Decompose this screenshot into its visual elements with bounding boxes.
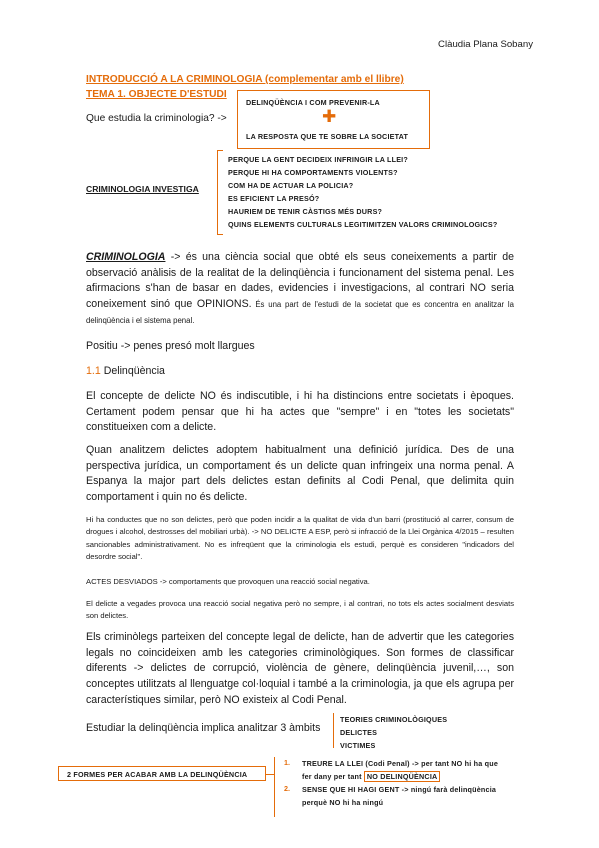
paragraph-6: Els criminòlegs parteixen del concepte legal de delicte, han de advertir que les categories legals no coincideixen amb les categories criminològiques. Son formes de classificar diferents -> delictes de corrupció, violència de gènere, delinqüència juvenil,…, son conceptes utilitzats al llenguatge col·loquial i també a la criminologia, ja que els agrupa per característiques similar, però NO existeix al Codi Penal. [86,631,514,706]
answer-box-bottom: LA RESPOSTA QUE TE SOBRE LA SOCIETAT [246,132,409,141]
positiu-line: Positiu -> penes presó molt llargues [86,340,255,352]
definition-paragraph [86,250,514,329]
chapter-title: TEMA 1. OBJECTE D'ESTUDI [86,89,227,100]
question-label: Que estudia la criminologia? -> [86,113,227,124]
definition-small: És una part de l'estudi de la societat que es concentra en analitzar la delinqüència i el sistema penal. [86,300,514,325]
forma-1: TREURE LA LLEI (Codi Penal) -> per tant NO hi ha que fer dany per tant NO DELINQÜÈNCIA [302,759,499,781]
paragraph-2: Quan analitzem delictes adoptem habitualment una definició jurídica. Des de una perspectiva jurídica, un comportament és un delicte quan infringeix una norma penal. A Espanya la major part dels delictes estan definits al Codi Penal, que delimita quin comportament i quin no és delicte. [86,444,514,504]
list-item: DELICTES [340,728,378,737]
author-name: Clàudia Plana Sobany [438,39,533,50]
document-title: INTRODUCCIÓ A LA CRIMINOLOGIA (complementar amb el llibre) [86,74,404,85]
section-heading [86,365,165,377]
formes-brace [274,757,275,817]
list-item: COM HA DE ACTUAR LA POLICIA? [228,180,354,190]
answer-box [237,90,430,149]
forma-2: SENSE QUE HI HAGI GENT -> ningú farà delinqüència perquè NO hi ha ningú [302,785,497,807]
formes-label: 2 FORMES PER ACABAR AMB LA DELINQÜÈNCIA [58,766,266,781]
answer-box-top: DELINQÜÈNCIA I COM PREVENIR-LA [246,98,380,107]
list-item: ES EFICIENT LA PRESÓ? [228,193,320,203]
list-item: VICTIMES [340,741,376,750]
definition-term: CRIMINOLOGIA [86,251,166,263]
section-title: Delinqüència [103,365,165,377]
investiga-list [228,154,497,231]
investiga-label: CRIMINOLOGIA INVESTIGA [86,184,199,194]
list-item: PERQUE HI HA COMPORTAMENTS VIOLENTS? [228,167,398,177]
ambits-label: Estudiar la delinqüència implica analitzar 3 àmbits [86,722,321,734]
item-number: 1. [284,758,290,767]
list-item: TEORIES CRIMINOLÒGIQUES [340,715,448,724]
plus-icon: ✚ [322,107,337,126]
section-number: 1.1 [86,365,101,377]
list-item: HAURIEM DE TENIR CÀSTIGS MÉS DURS? [228,206,383,216]
definition-text: -> és una ciència social que obté els seus coneixements a partir de observació anàlisis de la realitat de la delinqüència i funcionament del sistema penal. Les afirmacions s'han de basar en dades, evidencies i investigacions, al contrari NO seria coneixement sinó que OPINIONS. [86,251,514,311]
no-delinquencia-box: NO DELINQÜÈNCIA [364,771,441,782]
paragraph-1: El concepte de delicte NO és indiscutible, i hi ha distincions entre societats i èpoques. Certament podem pensar que hi ha actes que "sempre" i en "totes les societats" constitueixen com a delicte. [86,390,514,434]
paragraph-4: ACTES DESVIADOS -> comportaments que provoquen una reacció social negativa. [86,577,370,586]
list-item: PERQUE LA GENT DECIDEIX INFRINGIR LA LLEI? [228,155,408,164]
item-number: 2. [284,784,290,793]
investiga-brace [217,150,218,235]
paragraph-5: El delicte a vegades provoca una reacció social negativa però no sempre, i al contrari, no tots els actes socialment desviats son delictes. [86,599,514,621]
ambits-brace [333,713,334,748]
paragraph-3: Hi ha conductes que no son delictes, però que poden incidir a la qualitat de vida d'un barri (prostitució al carrer, consum de drogues i alcohol, destrosses del mobiliari urbà). -> NO DELICTE A ESP, però si infracció de la Llei Orgànica 4/2015 – resulten sancionables administrativament. No es infreqüent que la criminologia els estudi, perquè es consideren "indicadors del desordre social". [86,515,514,562]
list-item: QUINS ELEMENTS CULTURALS LEGITIMITZEN VALORS CRIMINOLOGICS? [228,219,498,229]
ambits-list [340,713,447,752]
